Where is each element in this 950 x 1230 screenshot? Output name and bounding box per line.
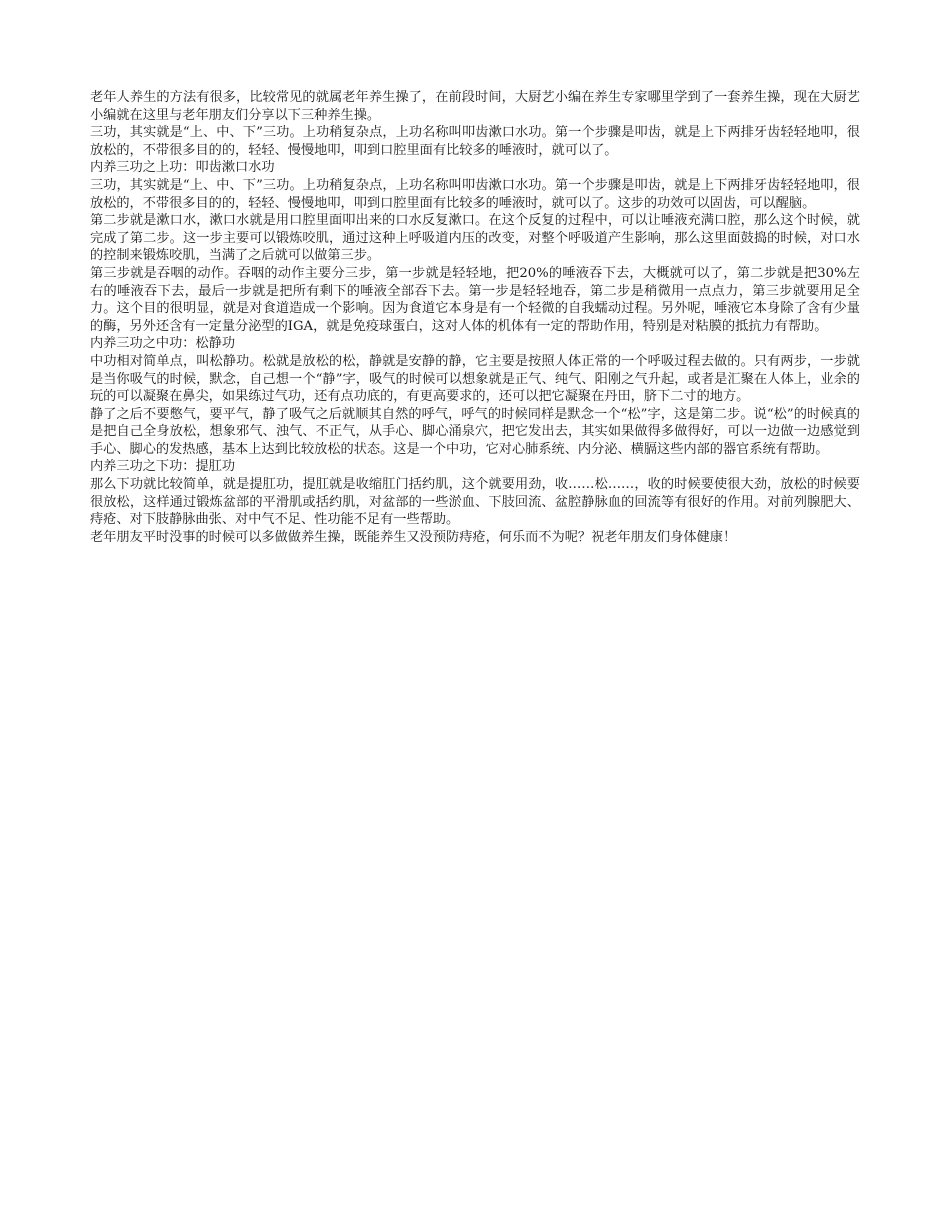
paragraph-intro: 老年人养生的方法有很多，比较常见的就属老年养生操了，在前段时间，大厨艺小编在养生专家哪里学到了一套养生操，现在大厨艺小编就在这里与老年朋友们分享以下三种养生操。	[90, 90, 860, 123]
paragraph-upper-step2: 第二步就是漱口水，漱口水就是用口腔里面叩出来的口水反复漱口。在这个反复的过程中，可以让唾液充满口腔，那么这个时候，就完成了第二步。这一步主要可以锻炼咬肌，通过这种上呼吸道内压的改变，对整个呼吸道产生影响，那么这里面鼓捣的时候，对口水的控制来锻炼咬肌，当满了之后就可以做第三步。	[90, 213, 860, 264]
section-heading-lower: 内养三功之下功：提肛功	[90, 459, 236, 475]
section-heading-middle: 内养三功之中功：松静功	[90, 336, 236, 352]
paragraph-lower: 那么下功就比较简单，就是提肛功，提肛就是收缩肛门括约肌，这个就要用劲，收……松……，收的时候要使很大劲，放松的时候要很放松，这样通过锻炼盆部的平滑肌或括约肌，对盆部的一些淤血、下肢回流、盆腔静脉血的回流等有很好的作用。对前列腺肥大、痔疮、对下肢静脉曲张、对中气不足、性功能不足有一些帮助。	[90, 477, 860, 528]
paragraph-middle-2: 静了之后不要憋气，要平气，静了吸气之后就顺其自然的呼气，呼气的时候同样是默念一个“松”字，这是第二步。说“松”的时候真的是把自己全身放松，想象邪气、浊气、不正气，从手心、脚心涌泉穴，把它发出去，其实如果做得多做得好，可以一边做一边感觉到手心、脚心的发热感，基本上达到比较放松的状态。这是一个中功，它对心肺系统、内分泌、横膈这些内部的器官系统有帮助。	[90, 406, 860, 457]
paragraph-closing: 老年朋友平时没事的时候可以多做做养生操，既能养生又没预防痔疮，何乐而不为呢？祝老年朋友们身体健康！	[90, 529, 737, 545]
article-body	[90, 89, 860, 546]
paragraph-upper-step3: 第三步就是吞咽的动作。吞咽的动作主要分三步，第一步就是轻轻地，把20%的唾液吞下去，大概就可以了，第二步就是把30%左右的唾液吞下去，最后一步就是把所有剩下的唾液全部吞下去。第一步是轻轻地吞，第二步是稍微用一点点力，第三步就要用足全力。这个目的很明显，就是对食道造成一个影响。因为食道它本身是有一个轻微的自我蠕动过程。另外呢，唾液它本身除了含有少量的酶，另外还含有一定量分泌型的IGA，就是免疫球蛋白，这对人体的机体有一定的帮助作用，特别是对粘膜的抵抗力有帮助。	[90, 265, 860, 334]
paragraph-middle-1: 中功相对简单点，叫松静功。松就是放松的松，静就是安静的静，它主要是按照人体正常的一个呼吸过程去做的。只有两步，一步就是当你吸气的时候，默念，自己想一个“静”字，吸气的时候可以想象就是正气、纯气、阳刚之气升起，或者是汇聚在人体上，业余的玩的可以凝聚在鼻尖，如果练过气功，还有点功底的，有更高要求的，还可以把它凝聚在丹田，脐下二寸的地方。	[90, 353, 860, 405]
paragraph-upper-step1: 三功，其实就是“上、中、下”三功。上功稍复杂点，上功名称叫叩齿漱口水功。第一个步骤是叩齿，就是上下两排牙齿轻轻地叩，很放松的，不带很多目的的，轻轻、慢慢地叩，叩到口腔里面有比较多的唾液时，就可以了。这步的功效可以固齿，可以醒脑。	[90, 177, 860, 211]
paragraph-overview: 三功，其实就是“上、中、下”三功。上功稍复杂点，上功名称叫叩齿漱口水功。第一个步骤是叩齿，就是上下两排牙齿轻轻地叩，很放松的，不带很多目的的，轻轻、慢慢地叩，叩到口腔里面有比较多的唾液时，就可以了。	[90, 125, 860, 158]
section-heading-upper: 内养三功之上功：叩齿漱口水功	[90, 160, 275, 176]
